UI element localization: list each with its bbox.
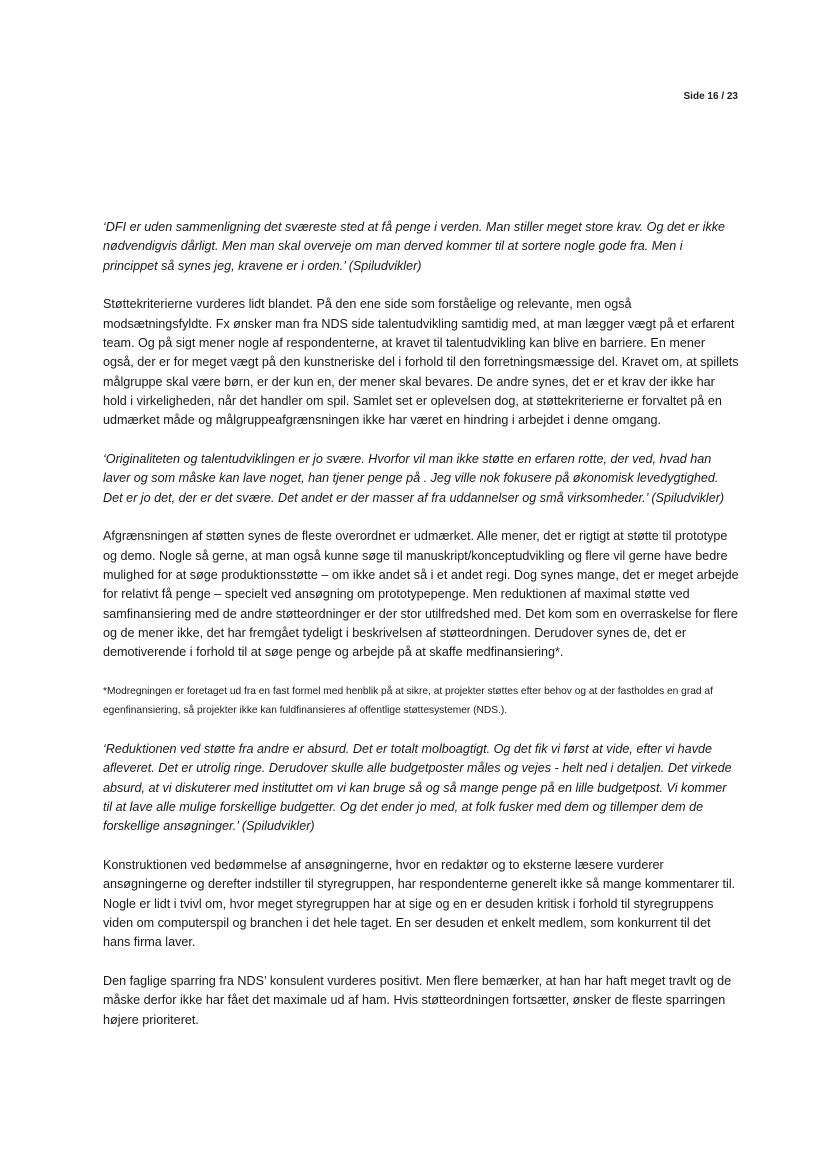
document-body	[103, 218, 739, 1049]
quote-paragraph: ‘Reduktionen ved støtte fra andre er absurd. Det er totalt molboagtigt. Og det fik vi først at vide, efter vi havde afleveret. Det er utrolig ringe. Derudover skulle alle budgetposter måles og vejes - helt ned i detaljen. Det virkede absurd, at vi diskuterer med instituttet om vi kan bruge så og så mange penge på en lille budgetpost. Vi kommer til at lave alle mulige forskellige budgetter. Og det ender jo med, at folk fusker med dem og tillemper dem de forskellige ansøgninger.’ (Spiludvikler)	[103, 742, 732, 834]
quote-paragraph: ‘Originaliteten og talentudviklingen er jo svære. Hvorfor vil man ikke støtte en erfaren rotte, der ved, hvad han laver og som måske kan lave noget, han tjener penge på . Jeg ville nok fokusere på økonomisk levedygtighed. Det er jo det, der er det svære. Det andet er der masser af fra uddannelser og små virksomheder.’ (Spiludvikler)	[103, 451, 725, 505]
footnote: *Modregningen er foretaget ud fra en fast formel med henblik på at sikre, at projekter støttes efter behov og at der fastholdes en grad af egenfinansiering, så projekter ikke kan fuldfinansieres af offentlige støttesystemer (NDS.).	[103, 685, 713, 717]
body-paragraph: Konstruktionen ved bedømmelse af ansøgningerne, hvor en redaktør og to eksterne læsere vurderer ansøgningerne og derefter indstiller til styregruppen, har respondenterne generelt ikke så mange kommentarer til. Nogle er lidt i tvivl om, hvor meget styregruppen har at sige og en er desuden kritisk i forhold til styregruppens viden om computerspil og branchen i det hele taget. En ser desuden et enkelt medlem, som konkurrent til det hans firma laver.	[103, 858, 736, 950]
body-paragraph: Afgrænsningen af støtten synes de fleste overordnet er udmærket. Alle mener, det er rigtigt at støtte til prototype og demo. Nogle så gerne, at man også kunne søge til manuskript/konceptudvikling og flere vil gerne have bedre mulighed for at søge produktionsstøtte – om ikke andet så i et andet regi. Dog synes mange, det er meget arbejde for relativt få penge – specielt ved ansøgning om prototypepenge. Men reduktionen af maximal støtte ved samfinansiering med de andre støtteordninger er der stor utilfredshed med. Det kom som en overraskelse for flere og de mener ikke, det har fremgået tydeligt i beskrivelsen af støtteordningen. Derudover synes de, det er demotiverende i forhold til at søge penge og arbejde på at skaffe medfinansiering*.	[103, 529, 739, 660]
body-paragraph: Den faglige sparring fra NDS’ konsulent vurderes positivt. Men flere bemærker, at han har haft meget travlt og de måske derfor ikke har fået det maximale ud af ham. Hvis støtteordningen fortsætter, ønsker de fleste sparringen højere prioriteret.	[103, 974, 732, 1027]
quote-paragraph: ‘DFI er uden sammenligning det sværeste sted at få penge i verden. Man stiller meget store krav. Og det er ikke nødvendigvis dårligt. Men man skal overveje om man derved kommer til at sortere nogle gode fra. Men i princippet så synes jeg, kravene er i orden.’ (Spiludvikler)	[103, 220, 726, 273]
body-paragraph: Støttekriterierne vurderes lidt blandet. På den ene side som forståelige og relevante, men også modsætningsfyldte. Fx ønsker man fra NDS side talentudvikling samtidig med, at man lægger vægt på et erfarent team. Og på sigt mener nogle af respondenterne, at kravet til talentudvikling kan blive en barriere. En mener også, der er for meget vægt på den kunstneriske del i forhold til den forretningsmæssige del. Kravet om, at spillets målgruppe skal være børn, er der kun en, der mener skal bevares. De andre synes, det er et krav der ikke har hold i virkeligheden, når det handler om spil. Samlet set er oplevelsen dog, at støttekriterierne er forvaltet på en udmærket måde og målgruppeafgrænsningen ikke har været en hindring i arbejdet i denne omgang.	[103, 297, 739, 428]
page-number: Side 16 / 23	[683, 91, 738, 102]
